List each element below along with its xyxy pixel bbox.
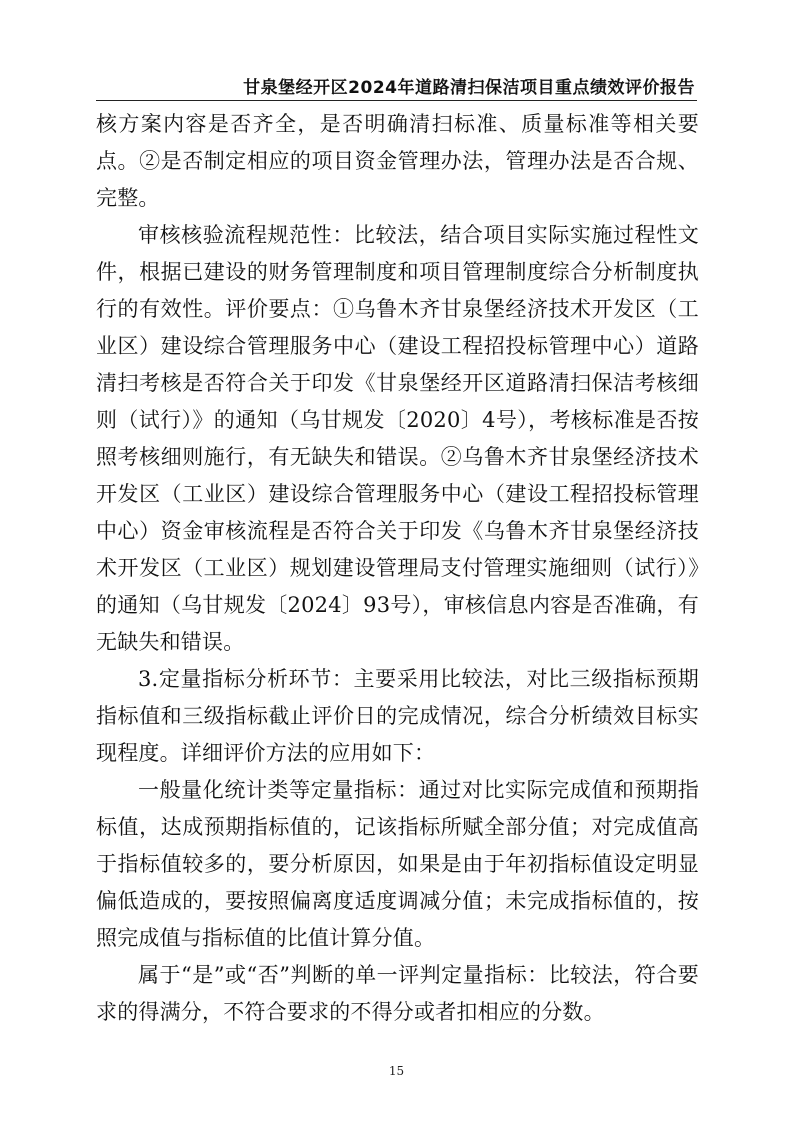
header-divider: [96, 100, 697, 101]
page-number: 15: [388, 1064, 405, 1078]
paragraph-continuation: 核方案内容是否齐全，是否明确清扫标准、质量标准等相关要点。②是否制定相应的项目资金管理办法，管理办法是否合规、完整。: [96, 112, 699, 210]
paragraph-audit-process: 审核核验流程规范性：比较法，结合项目实际实施过程性文件，根据已建设的财务管理制度和项目管理制度综合分析制度执行的有效性。评价要点：①乌鲁木齐甘泉堡经济技术开发区（工业区）建设综合管理服务中心（建设工程招投标管理中心）道路清扫考核是否符合关于印发《甘泉堡经开区道路清扫保洁考核细则（试行）》的通知（乌甘规发〔2020〕4号），考核标准是否按照考核细则施行，有无缺失和错误。②乌鲁木齐甘泉堡经济技术开发区（工业区）建设综合管理服务中心（建设工程招投标管理中心）资金审核流程是否符合关于印发《乌鲁木齐甘泉堡经济技术开发区（工业区）规划建设管理局支付管理实施细则（试行）》的通知（乌甘规发〔2024〕93号），审核信息内容是否准确，有无缺失和错误。: [96, 223, 699, 654]
paragraph-quantitative-analysis: 3.定量指标分析环节：主要采用比较法，对比三级指标预期指标值和三级指标截止评价日的完成情况，综合分析绩效目标实现程度。详细评价方法的应用如下：: [96, 667, 699, 765]
header-title: 甘泉堡经开区2024年道路清扫保洁项目重点绩效评价报告: [243, 78, 695, 98]
paragraph-yes-no-indicator: 属于“是”或“否”判断的单一评判定量指标：比较法，符合要求的得满分，不符合要求的不得分或者扣相应的分数。: [96, 963, 699, 1024]
document-body: [96, 106, 699, 1031]
paragraph-general-quantitative: 一般量化统计类等定量指标：通过对比实际完成值和预期指标值，达成预期指标值的，记该指标所赋全部分值；对完成值高于指标值较多的，要分析原因，如果是由于年初指标值设定明显偏低造成的，要按照偏离度适度调减分值；未完成指标值的，按照完成值与指标值的比值计算分值。: [96, 778, 699, 950]
